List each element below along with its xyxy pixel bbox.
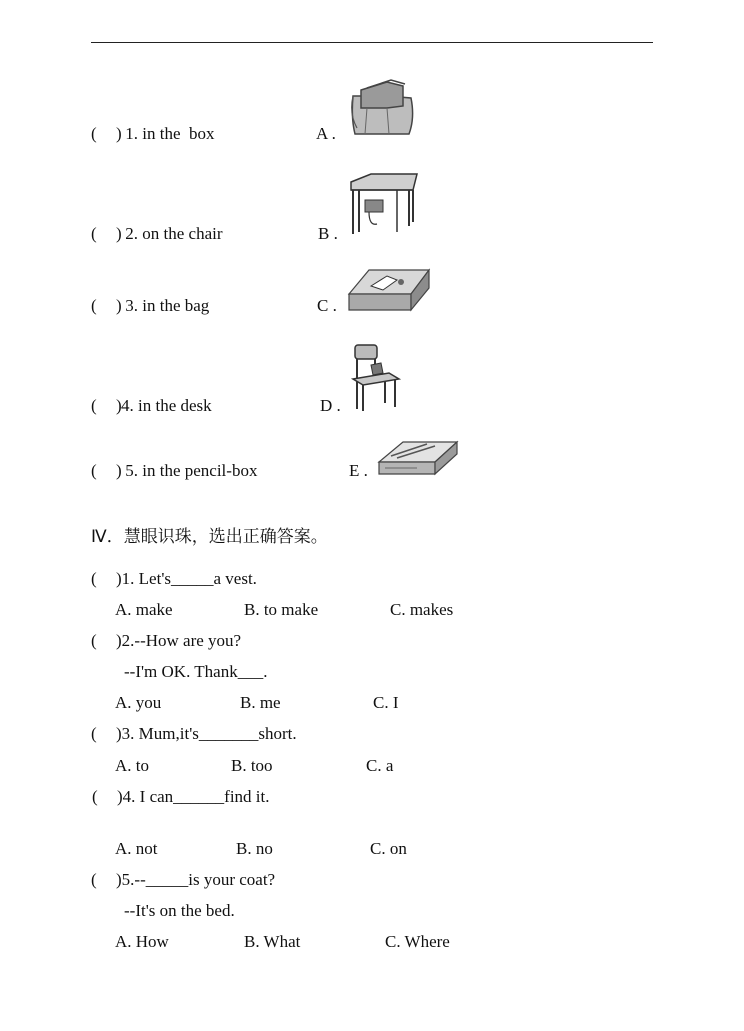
- answer-paren-open: (: [91, 224, 97, 243]
- question-stem: )3. Mum,it's_______short.: [116, 724, 297, 743]
- option-letter: E .: [349, 461, 368, 480]
- answer-paren-open: (: [91, 461, 97, 480]
- option-a: A. you: [115, 693, 162, 712]
- option-c: C. I: [373, 693, 399, 712]
- question-stem: )5.--_____is your coat?: [116, 870, 276, 889]
- pencil-box-icon: [377, 438, 461, 478]
- answer-paren-open: (: [91, 296, 97, 315]
- answer-paren-open: (: [91, 724, 97, 743]
- match-item-text: 1. in the box: [121, 124, 215, 143]
- option-letter: A .: [316, 124, 336, 143]
- option-c: C. Where: [385, 932, 450, 951]
- answer-paren-open: (: [91, 124, 97, 143]
- match-item-text: 3. in the bag: [121, 296, 210, 315]
- option-c: C. a: [366, 756, 394, 775]
- answer-paren-close: ): [116, 124, 122, 143]
- option-a: A. not: [115, 839, 158, 858]
- answer-paren-close: ): [116, 224, 122, 243]
- question-stem: )2.--How are you?: [116, 631, 242, 650]
- bag-icon: [347, 78, 419, 140]
- top-rule: [91, 42, 653, 43]
- option-letter: C .: [317, 296, 337, 315]
- answer-paren-open: (: [91, 396, 97, 415]
- option-letter: D .: [320, 396, 341, 415]
- question-stem: )1. Let's_____a vest.: [116, 569, 257, 588]
- option-b: B. What: [244, 932, 301, 951]
- match-item-text: 4. in the desk: [121, 396, 212, 415]
- question-followup: --I'm OK. Thank___.: [124, 662, 268, 681]
- box-icon: [347, 268, 431, 312]
- question-stem: )4. I can______find it.: [117, 787, 270, 806]
- option-a: A. How: [115, 932, 169, 951]
- section-heading: Ⅳ．慧眼识珠，选出正确答案。: [91, 527, 328, 547]
- match-item-text: 5. in the pencil-box: [121, 461, 258, 480]
- answer-paren-open: (: [91, 870, 97, 889]
- answer-paren-close: ): [116, 396, 122, 415]
- answer-paren-close: ): [116, 296, 122, 315]
- question-followup: --It's on the bed.: [124, 901, 235, 920]
- option-c: C. makes: [390, 600, 454, 619]
- answer-paren-open: (: [91, 631, 97, 650]
- option-a: A. make: [115, 600, 173, 619]
- answer-paren-open: (: [91, 569, 97, 588]
- answer-paren-open: (: [92, 787, 98, 806]
- option-a: A. to: [115, 756, 149, 775]
- option-c: C. on: [370, 839, 407, 858]
- desk-icon: [347, 172, 419, 242]
- option-b: B. to make: [244, 600, 319, 619]
- option-b: B. me: [240, 693, 281, 712]
- option-b: B. too: [231, 756, 273, 775]
- option-letter: B .: [318, 224, 338, 243]
- option-b: B. no: [236, 839, 273, 858]
- match-item-text: 2. on the chair: [121, 224, 223, 243]
- answer-paren-close: ): [116, 461, 122, 480]
- chair-icon: [349, 343, 403, 413]
